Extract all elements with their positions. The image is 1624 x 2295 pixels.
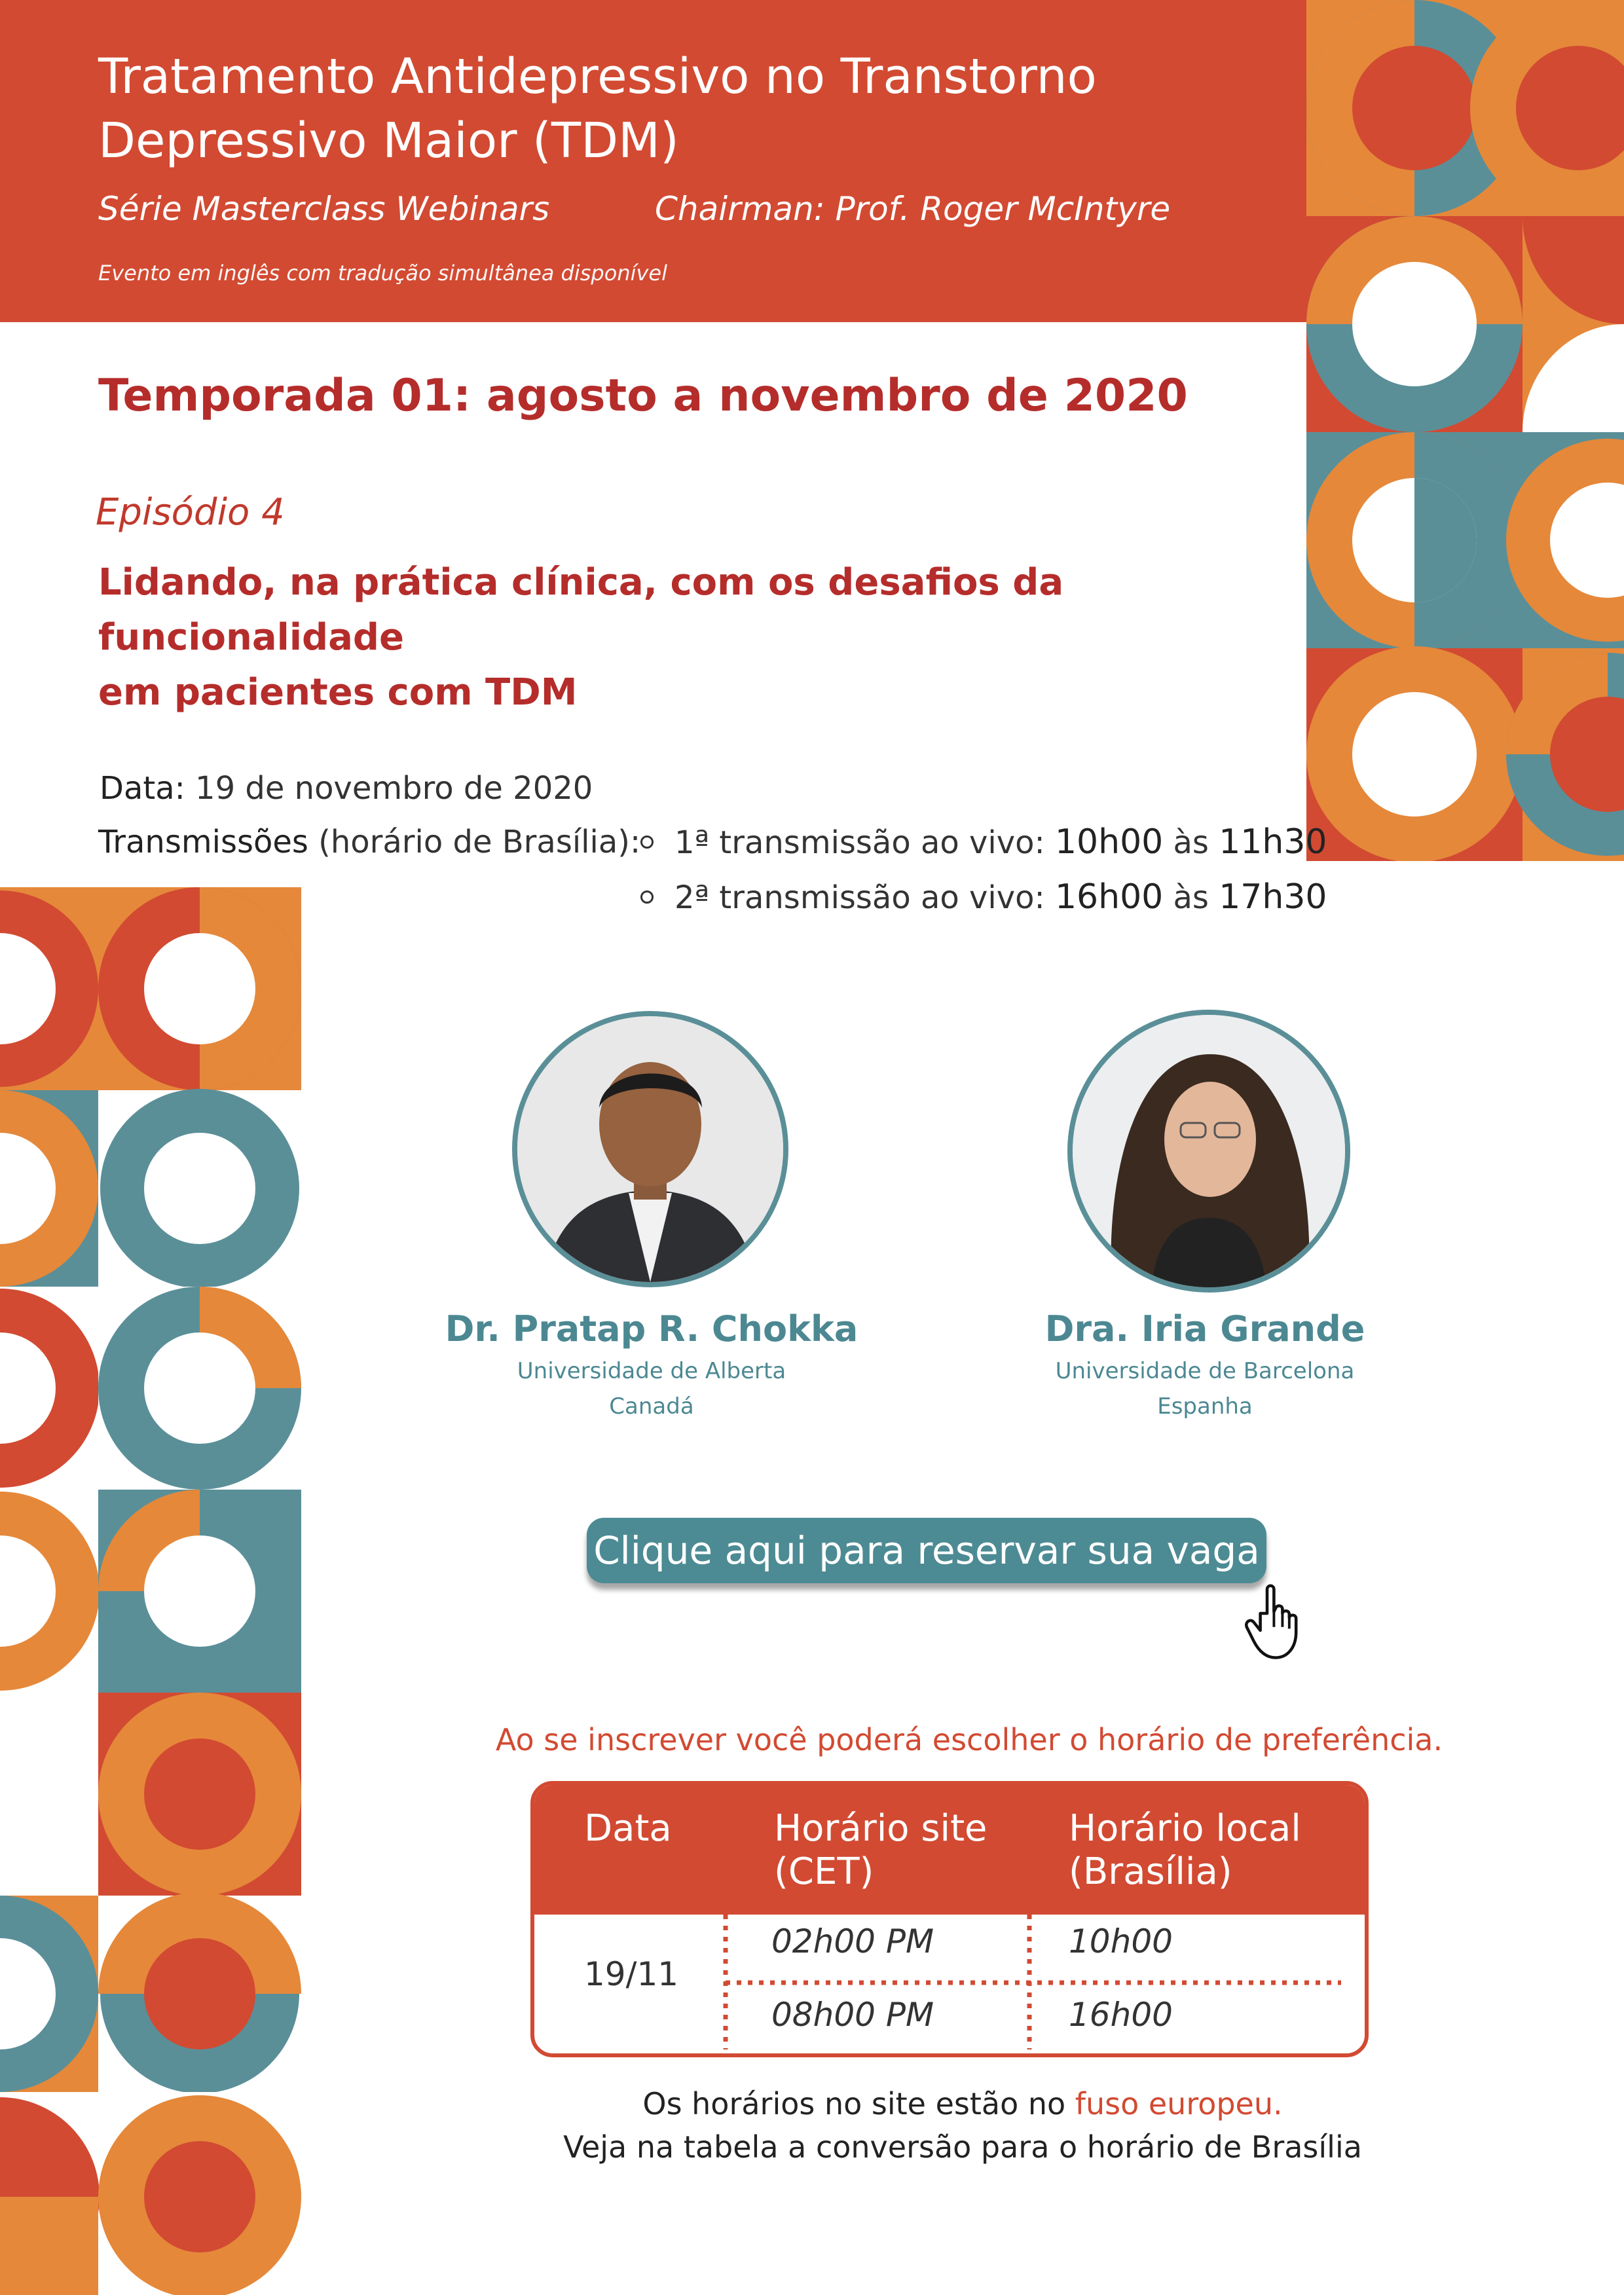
- footer-note-line2: Veja na tabela a conversão para o horário de Brasília: [563, 2129, 1362, 2165]
- transmission-sep: às: [1173, 879, 1209, 916]
- translation-note: Evento em inglês com tradução simultânea disponível: [98, 261, 667, 285]
- table-header-cet-line1: Horário site: [774, 1807, 987, 1850]
- table-header-date: Data: [584, 1807, 672, 1850]
- title-line-2: Depressivo Maior (TDM): [98, 113, 679, 169]
- footer-highlight: fuso europeu.: [1075, 2086, 1283, 2121]
- series-label: Série Masterclass Webinars: [98, 190, 550, 228]
- decorative-pattern-top-right: [1306, 0, 1624, 861]
- table-cell-date: 19/11: [584, 1955, 679, 1993]
- date-value: 19 de novembro de 2020: [195, 770, 593, 807]
- pointer-hand-icon: [1242, 1579, 1327, 1664]
- table-header-cet-line2: (CET): [774, 1850, 874, 1893]
- date-row: [100, 770, 593, 807]
- speaker-name: Dra. Iria Grande: [1044, 1308, 1365, 1349]
- transmission-end: 17h30: [1219, 877, 1327, 917]
- table-header-local: [1069, 1807, 1301, 1894]
- speaker-country: Canadá: [609, 1393, 694, 1420]
- transmission-text: 1ª transmissão ao vivo:: [674, 824, 1045, 861]
- transmissions-row: [98, 824, 640, 860]
- chairman-label: Chairman: Prof. Roger McIntyre: [655, 190, 1171, 228]
- episode-title-line-2: em pacientes com TDM: [98, 671, 578, 714]
- schedule-table: [530, 1781, 1369, 2057]
- speaker-university: Universidade de Barcelona: [1055, 1358, 1355, 1384]
- schedule-choice-note: Ao se inscrever você poderá escolher o horário de preferência.: [495, 1722, 1443, 1757]
- transmissions-label: Transmissões: [98, 824, 308, 860]
- table-header-local-line2: (Brasília): [1069, 1850, 1232, 1893]
- speaker-country: Espanha: [1157, 1393, 1253, 1420]
- table-cell-cet: 08h00 PM: [771, 1996, 934, 2034]
- date-label: Data:: [100, 770, 185, 807]
- transmission-end: 11h30: [1219, 822, 1327, 862]
- footer-note-line1: [393, 2086, 1532, 2121]
- speaker-photo-grande: [1067, 1010, 1350, 1293]
- title-line-1: Tratamento Antidepressivo no Transtorno: [98, 48, 1097, 105]
- page-title: [98, 45, 1290, 173]
- speaker-photo-chokka: [512, 1011, 788, 1287]
- bullet-icon: [640, 835, 654, 849]
- season-heading: Temporada 01: agosto a novembro de 2020: [98, 370, 1188, 422]
- transmission-sep: às: [1173, 824, 1209, 861]
- bullet-icon: [640, 890, 654, 904]
- table-cell-local: 10h00: [1069, 1922, 1173, 1960]
- reserve-spot-button[interactable]: Clique aqui para reservar sua vaga: [587, 1518, 1266, 1583]
- episode-title: [98, 555, 1316, 720]
- transmissions-note: (horário de Brasília):: [318, 824, 641, 860]
- decorative-pattern-left: [0, 887, 301, 2295]
- speaker-name: Dr. Pratap R. Chokka: [445, 1308, 858, 1349]
- transmission-start: 16h00: [1054, 877, 1164, 917]
- transmission-item-2: [674, 877, 1327, 917]
- episode-label: Episódio 4: [96, 491, 285, 534]
- table-cell-local: 16h00: [1069, 1996, 1173, 2034]
- episode-title-line-1: Lidando, na prática clínica, com os desafios da funcionalidade: [98, 561, 1064, 659]
- transmission-item-1: [674, 822, 1327, 862]
- speaker-university: Universidade de Alberta: [517, 1358, 786, 1384]
- footer-text: Os horários no site estão no: [642, 2086, 1075, 2121]
- table-header-cet: [774, 1807, 987, 1894]
- table-header-local-line1: Horário local: [1069, 1807, 1301, 1850]
- table-cell-cet: 02h00 PM: [771, 1922, 934, 1960]
- transmission-text: 2ª transmissão ao vivo:: [674, 879, 1045, 916]
- transmission-start: 10h00: [1054, 822, 1164, 862]
